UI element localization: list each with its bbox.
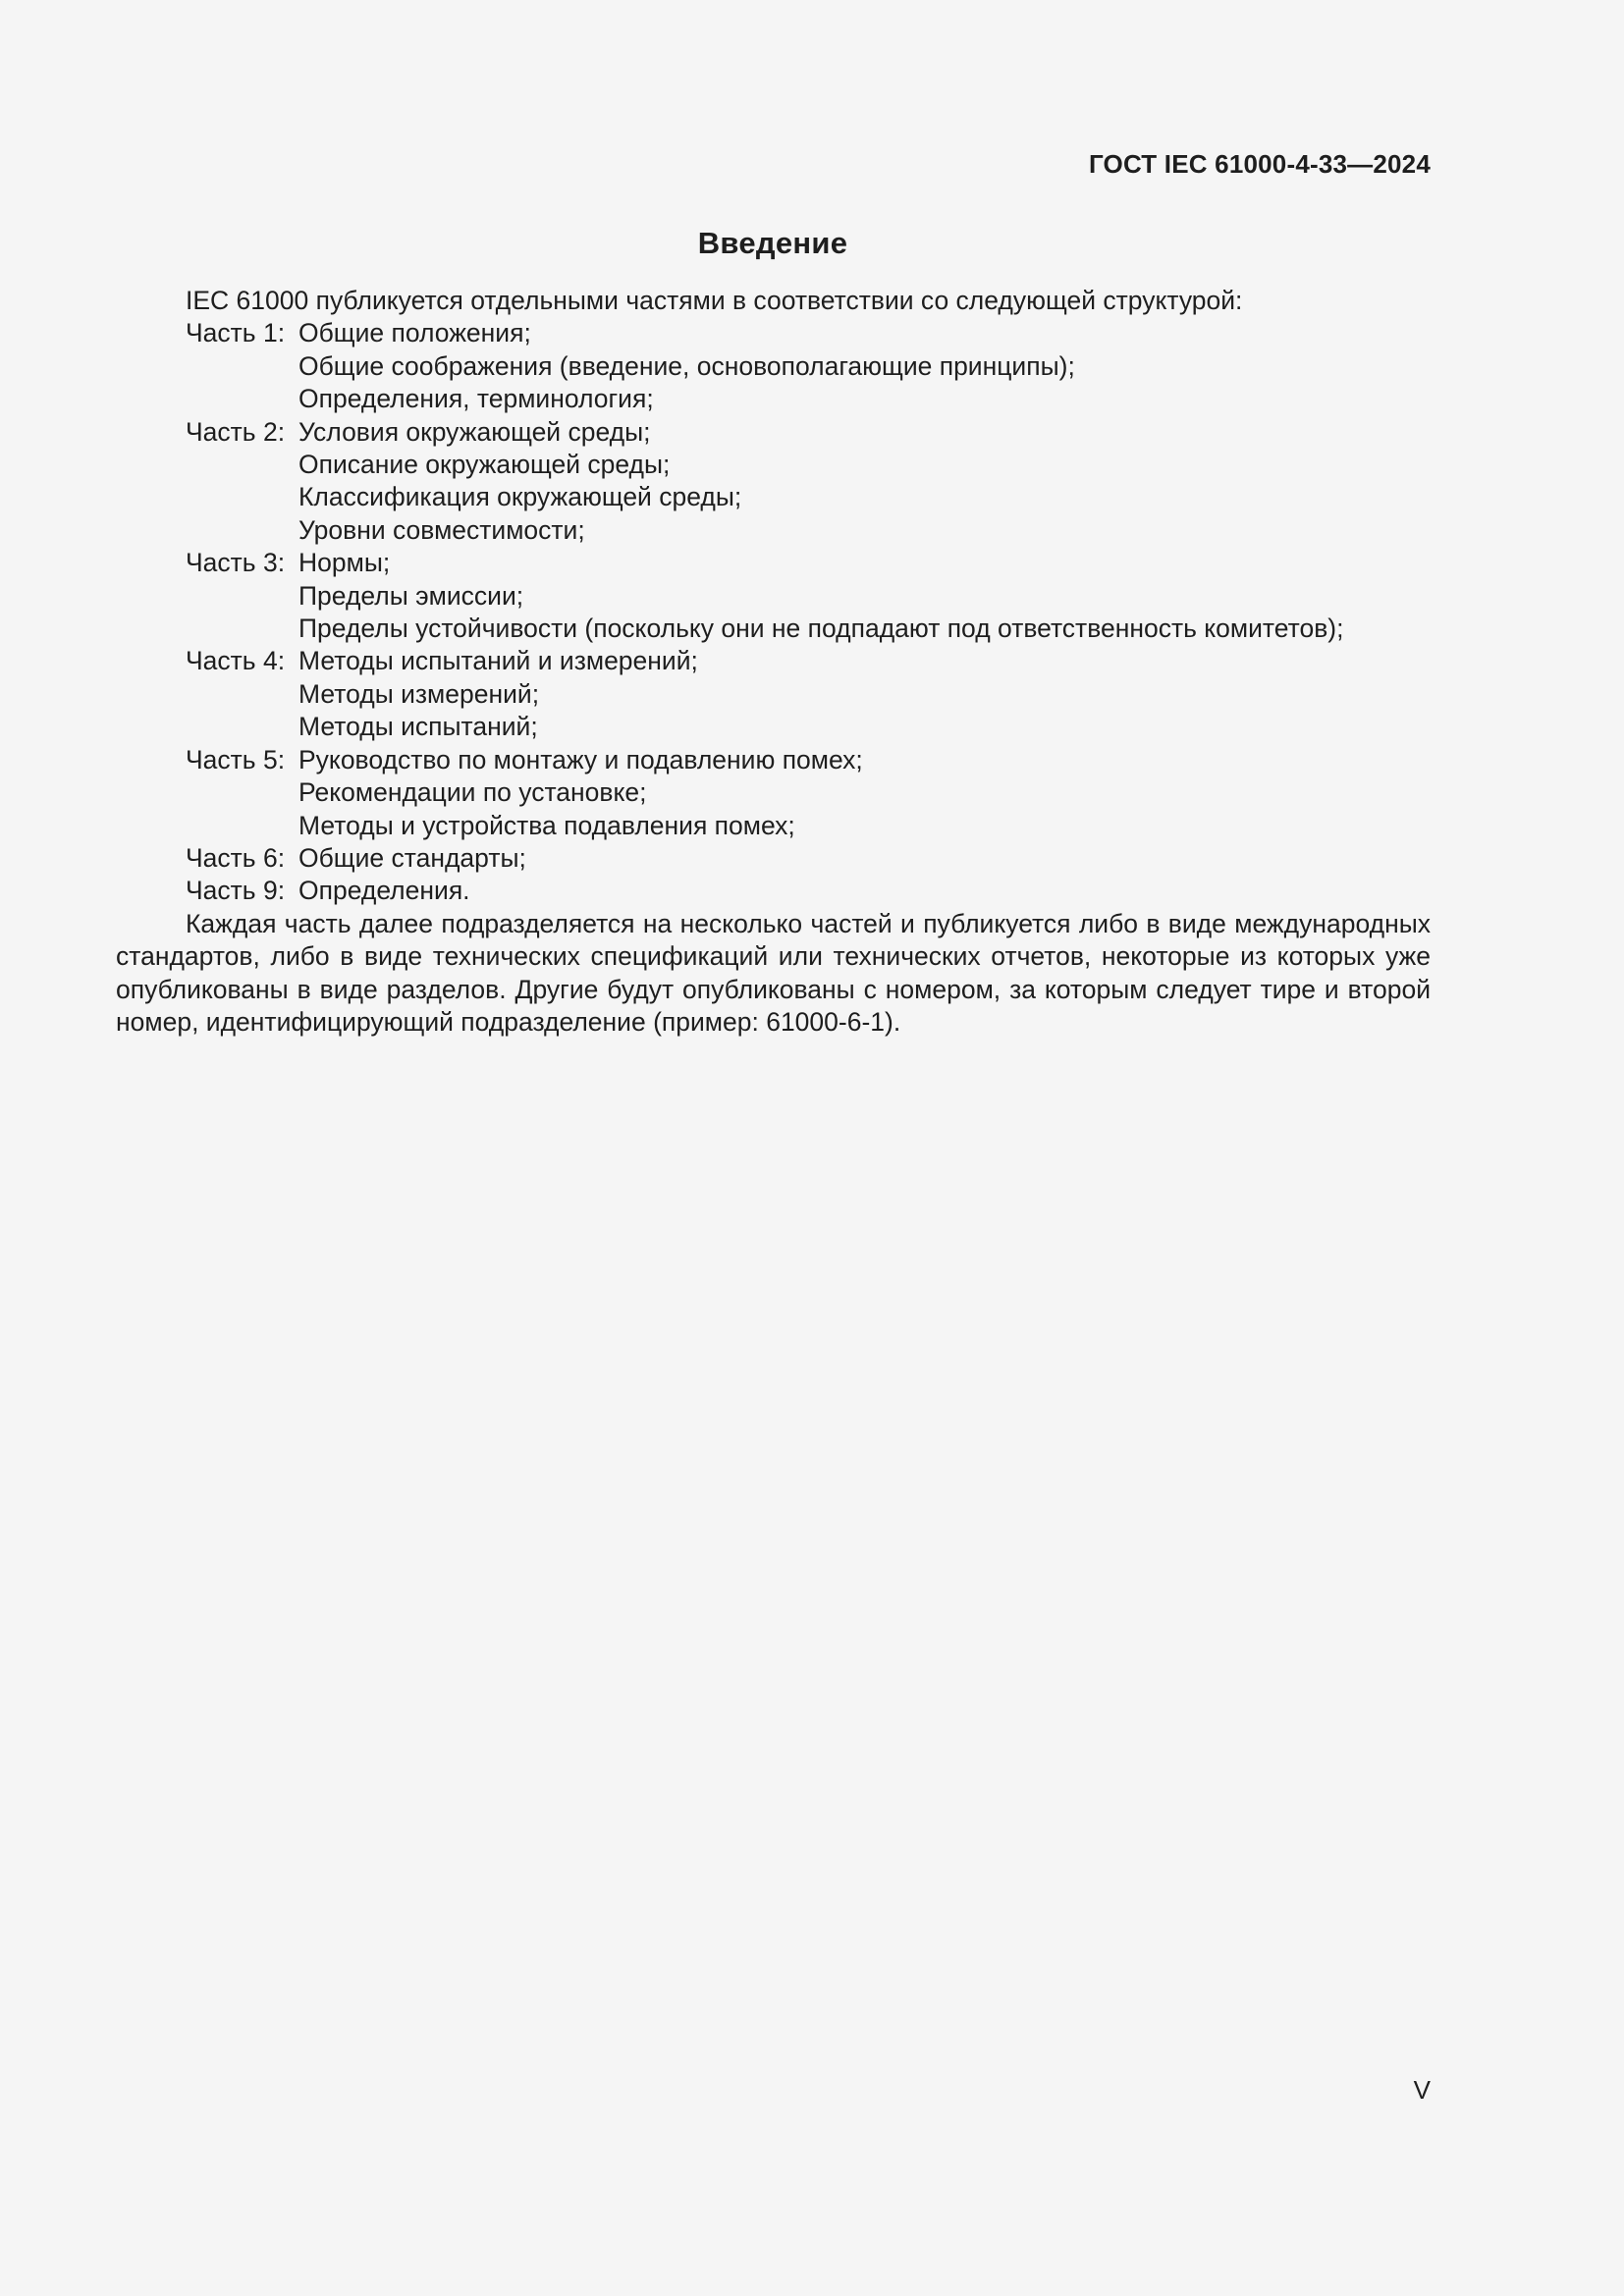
part-entry — [116, 842, 1431, 875]
closing-paragraph: Каждая часть далее подразделяется на несколько частей и публикуется либо в виде международных стандартов, либо в виде технических спецификаций или технических отчетов, некоторые из которых уже опубликованы в виде разделов. Другие будут опубликованы с номером, за которым следует тире и второй номер, идентифицирующий подразделение (пример: 61000-6-1). — [116, 908, 1431, 1037]
part-label: Часть 5: — [186, 744, 286, 774]
part-content — [298, 645, 1431, 743]
part-title: Определения. — [298, 876, 470, 906]
document-body — [116, 285, 1431, 1039]
part-sub-item: Определения, терминология; — [298, 384, 654, 414]
document-code: ГОСТ IEC 61000-4-33—2024 — [1088, 149, 1431, 179]
part-content — [298, 416, 1431, 548]
part-label: Часть 2: — [186, 416, 286, 447]
part-entry — [116, 317, 1431, 415]
part-sub-item: Уровни совместимости; — [298, 514, 585, 545]
part-content — [298, 547, 1431, 645]
part-title: Руководство по монтажу и подавлению помех; — [298, 744, 863, 774]
parts-list — [116, 317, 1431, 907]
part-sub-item: Описание окружающей среды; — [298, 450, 671, 480]
part-content — [298, 317, 1431, 415]
part-content — [298, 842, 1431, 875]
part-entry — [116, 416, 1431, 548]
part-entry — [116, 744, 1431, 842]
part-sub-item: Пределы эмиссии; — [298, 580, 524, 611]
part-label: Часть 1: — [186, 318, 286, 348]
part-sub-list — [298, 449, 1431, 547]
part-sub-list — [298, 350, 1431, 416]
part-label: Часть 6: — [186, 842, 286, 873]
intro-paragraph: IEC 61000 публикуется отдельными частями в соответствии со следующей структурой: — [186, 286, 1243, 315]
part-content — [298, 744, 1431, 842]
part-sub-item: Классификация окружающей среды; — [298, 482, 742, 512]
part-title: Общие стандарты; — [298, 842, 526, 873]
part-label: Часть 3: — [186, 548, 286, 578]
part-sub-item: Методы испытаний; — [298, 712, 538, 742]
part-entry — [116, 875, 1431, 907]
part-title: Методы испытаний и измерений; — [298, 646, 698, 676]
part-sub-item: Общие соображения (введение, основополагающие принципы); — [298, 350, 1075, 381]
part-title: Условия окружающей среды; — [298, 416, 651, 447]
part-sub-item: Методы измерений; — [298, 678, 540, 709]
part-entry — [116, 547, 1431, 645]
part-label: Часть 9: — [186, 876, 286, 906]
section-title: Введение — [697, 226, 848, 260]
page-number: V — [1413, 2075, 1431, 2105]
part-sub-list — [298, 776, 1431, 842]
part-title: Нормы; — [298, 548, 391, 578]
part-entry — [116, 645, 1431, 743]
part-sub-item: Рекомендации по установке; — [298, 777, 647, 808]
part-label: Часть 4: — [186, 646, 286, 676]
part-sub-item: Методы и устройства подавления помех; — [298, 810, 795, 840]
part-sub-item: Пределы устойчивости (поскольку они не подпадают под ответственность комитетов); — [298, 614, 1344, 644]
part-title: Общие положения; — [298, 318, 531, 348]
part-sub-list — [298, 580, 1431, 646]
part-content — [298, 875, 1431, 907]
part-sub-list — [298, 678, 1431, 744]
